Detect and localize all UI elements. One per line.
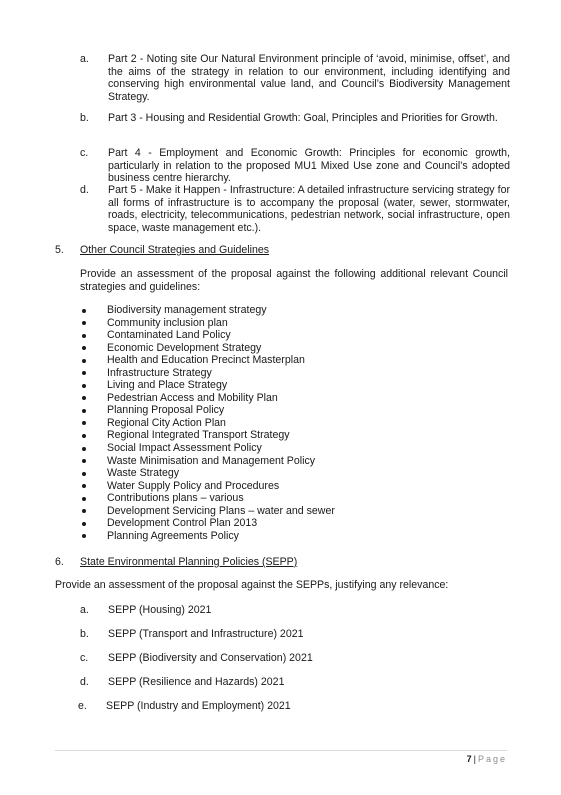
bullet-icon [82, 522, 86, 526]
bullet-icon [82, 421, 86, 425]
item-marker: c. [80, 147, 89, 159]
sepp-item [80, 676, 480, 689]
list-item: Pedestrian Access and Mobility Plan [80, 392, 335, 405]
bullet-icon [82, 359, 86, 363]
item-marker: b. [80, 628, 89, 640]
item-marker: d. [80, 184, 89, 196]
section-heading [55, 244, 505, 257]
section-number: 5. [55, 244, 64, 256]
list-item: Waste Strategy [80, 467, 335, 480]
list-item: Social Impact Assessment Policy [80, 442, 335, 455]
item-text: Part 2 - Noting site Our Natural Environment principle of ‘avoid, minimise, offset’, and the aims of the strategy in relation to our environment, including identifying and conserving high environmental value land, and Council’s Biodiversity Management Strategy. [108, 53, 510, 103]
list-item: Contaminated Land Policy [80, 329, 335, 342]
bullet-icon [82, 509, 86, 513]
strategy-list [80, 304, 335, 542]
item-marker: a. [80, 53, 89, 65]
list-item: Regional Integrated Transport Strategy [80, 429, 335, 442]
bullet-icon [82, 447, 86, 451]
bullet-icon [82, 334, 86, 338]
list-item: Development Control Plan 2013 [80, 517, 335, 530]
list-item: Infrastructure Strategy [80, 367, 335, 380]
section-number: 6. [55, 556, 64, 568]
bullet-icon [82, 409, 86, 413]
list-item: Water Supply Policy and Procedures [80, 480, 335, 493]
item-text: Part 5 - Make it Happen - Infrastructure: A detailed infrastructure servicing strategy for all forms of infrastructure is to accompany the proposal (water, sewer, stormwater, roads, electricity, telecommunications, pedestrian network, social infrastructure, open space, waste management etc.). [108, 184, 510, 234]
footer-separator: | [473, 754, 476, 764]
sepp-item [80, 652, 480, 665]
bullet-icon [82, 484, 86, 488]
item-text: SEPP (Resilience and Hazards) 2021 [108, 676, 285, 688]
item-marker: a. [80, 604, 89, 616]
sepp-item [80, 628, 480, 641]
item-text: SEPP (Industry and Employment) 2021 [106, 700, 291, 712]
list-item: Biodiversity management strategy [80, 304, 335, 317]
bullet-icon [82, 497, 86, 501]
page-number: 7 [466, 754, 472, 764]
part-item [80, 184, 510, 234]
page-label: Page [477, 754, 507, 764]
footer-divider [55, 750, 507, 751]
list-item: Living and Place Strategy [80, 379, 335, 392]
page-footer [467, 753, 507, 766]
list-item: Community inclusion plan [80, 317, 335, 330]
bullet-icon [82, 321, 86, 325]
bullet-icon [82, 371, 86, 375]
item-marker: c. [80, 652, 89, 664]
item-text: SEPP (Housing) 2021 [108, 604, 212, 616]
list-item: Development Servicing Plans – water and sewer [80, 505, 335, 518]
section-intro: Provide an assessment of the proposal against the SEPPs, justifying any relevance: [55, 579, 449, 591]
bullet-icon [82, 384, 86, 388]
section-title: State Environmental Planning Policies (SEPP) [80, 556, 298, 568]
section-heading [55, 556, 505, 569]
bullet-icon [82, 472, 86, 476]
item-text: Part 3 - Housing and Residential Growth: Goal, Principles and Priorities for Growth. [108, 112, 498, 124]
item-marker: d. [80, 676, 89, 688]
item-marker: e. [78, 700, 87, 712]
sepp-item [78, 700, 478, 713]
item-text: Part 4 - Employment and Economic Growth: Principles for economic growth, particularly in relation to the proposed MU1 Mixed Use zone and Council’s adopted business centre hierarchy. [108, 147, 510, 185]
sepp-item [80, 604, 480, 617]
bullet-icon [82, 459, 86, 463]
bullet-icon [82, 434, 86, 438]
bullet-icon [82, 396, 86, 400]
item-text: SEPP (Biodiversity and Conservation) 2021 [108, 652, 313, 664]
part-item [80, 112, 510, 125]
list-item: Regional City Action Plan [80, 417, 335, 430]
list-item: Planning Agreements Policy [80, 530, 335, 543]
list-item: Health and Education Precinct Masterplan [80, 354, 335, 367]
list-item: Contributions plans – various [80, 492, 335, 505]
item-text: SEPP (Transport and Infrastructure) 2021 [108, 628, 304, 640]
item-marker: b. [80, 112, 89, 124]
part-item [80, 147, 510, 185]
bullet-icon [82, 534, 86, 538]
bullet-icon [82, 309, 86, 313]
bullet-icon [82, 346, 86, 350]
part-item [80, 53, 510, 103]
section-intro: Provide an assessment of the proposal against the following additional relevant Council strategies and guidelines: [80, 268, 508, 293]
list-item: Waste Minimisation and Management Policy [80, 455, 335, 468]
list-item: Economic Development Strategy [80, 342, 335, 355]
list-item: Planning Proposal Policy [80, 404, 335, 417]
section-title: Other Council Strategies and Guidelines [80, 244, 270, 256]
